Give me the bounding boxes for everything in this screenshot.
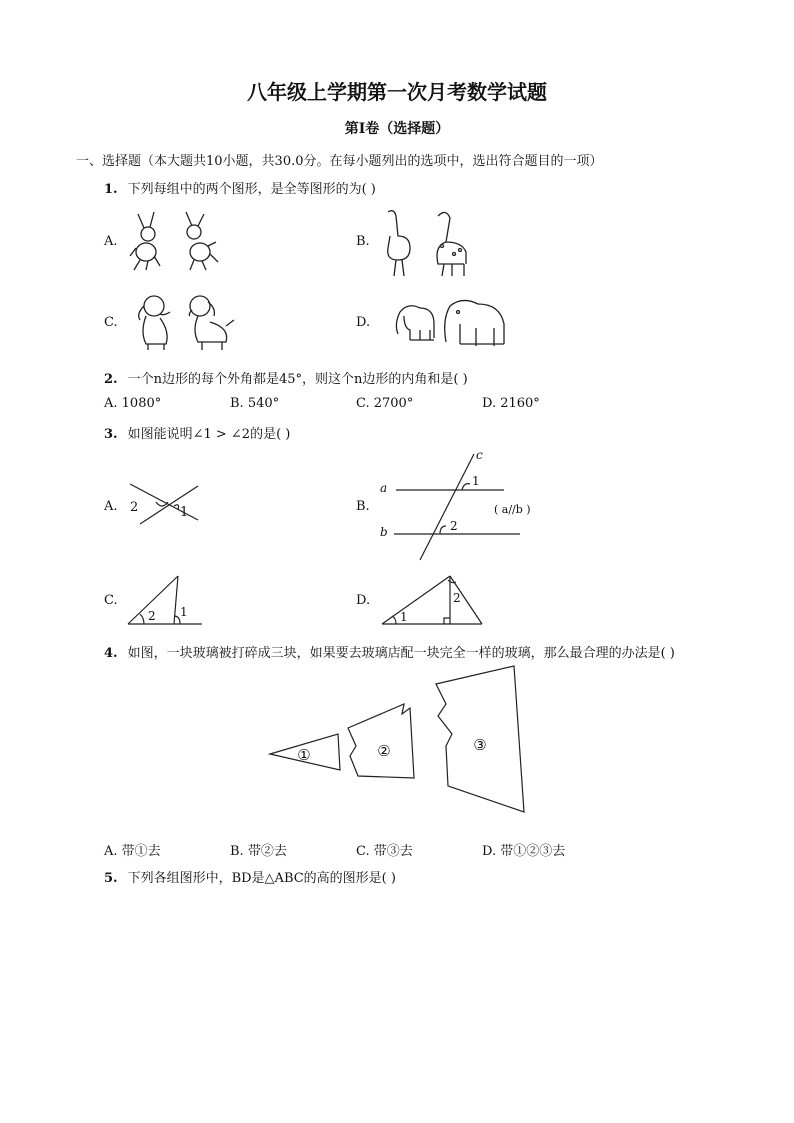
question-number: 4. — [104, 646, 118, 661]
question-2 — [104, 368, 468, 387]
question-text: 下列各组图形中，BD是△ABC的高的图形是( ) — [127, 871, 396, 886]
question-text: 如图，一块玻璃被打碎成三块，如果要去玻璃店配一块完全一样的玻璃，那么最合理的办法是( ) — [127, 646, 675, 661]
q2-option-d: D. 2160° — [482, 396, 540, 411]
parallel-lines-figure — [374, 448, 554, 564]
q2-option-b: B. 540° — [230, 396, 280, 411]
question-3 — [104, 423, 290, 442]
parallel-note: ( a//b ) — [494, 503, 531, 516]
q4-option-c: C. 带③去 — [356, 844, 413, 859]
angle-1-label: 1 — [180, 505, 189, 520]
angle-2-label: 2 — [450, 519, 458, 533]
question-number: 3. — [104, 427, 118, 442]
question-4 — [104, 642, 675, 661]
piece-3-label: ③ — [473, 736, 487, 754]
triangle-d-figure — [378, 572, 486, 628]
broken-glass-figure — [266, 666, 536, 816]
piece-2-label: ② — [377, 742, 391, 760]
q1-option-a-label: A. — [104, 234, 118, 249]
q4-option-a: A. 带①去 — [104, 844, 161, 859]
angle-2-label: 2 — [148, 609, 156, 623]
question-text: 一个n边形的每个外角都是45°，则这个n边形的内角和是( ) — [127, 372, 468, 387]
q3-option-d-label: D. — [356, 593, 371, 608]
triangle-c-figure — [124, 572, 206, 628]
q3-option-b-label: B. — [356, 499, 370, 514]
q3-option-a-label: A. — [104, 499, 118, 514]
q1-option-b-label: B. — [356, 234, 370, 249]
q1-option-c-label: C. — [104, 315, 118, 330]
ostrich-giraffe-picture — [380, 206, 480, 278]
q2-option-c: C. 2700° — [356, 396, 414, 411]
line-a-label: a — [380, 481, 388, 495]
q4-option-b: B. 带②去 — [230, 844, 287, 859]
q4-option-d: D. 带①②③去 — [482, 844, 566, 859]
section-subtitle: 第Ⅰ卷（选择题） — [344, 121, 450, 137]
angle-1-label: 1 — [400, 610, 408, 624]
ants-picture — [126, 208, 226, 272]
q1-option-d-label: D. — [356, 315, 371, 330]
angle-2-label: 2 — [130, 500, 139, 515]
question-text: 下列每组中的两个图形，是全等图形的为( ) — [127, 182, 376, 197]
question-number: 2. — [104, 372, 118, 387]
piece-1-label: ① — [297, 746, 311, 764]
question-number: 1. — [104, 182, 118, 197]
page-title: 八年级上学期第一次月考数学试题 — [247, 80, 547, 104]
dogs-picture — [130, 292, 234, 350]
question-number: 5. — [104, 871, 118, 886]
elephants-picture — [390, 294, 508, 352]
question-5 — [104, 867, 396, 886]
angle-1-label: 1 — [180, 605, 188, 619]
angle-2-label: 2 — [453, 591, 461, 605]
q3-option-c-label: C. — [104, 593, 118, 608]
question-1 — [104, 178, 376, 197]
line-b-label: b — [380, 525, 388, 539]
question-text: 如图能说明∠1 > ∠2的是( ) — [127, 427, 291, 442]
line-c-label: c — [476, 448, 483, 462]
intersecting-lines-figure — [120, 480, 210, 530]
q2-option-a: A. 1080° — [104, 396, 162, 411]
angle-1-label: 1 — [472, 474, 480, 488]
section-heading: 一、选择题（本大题共10小题，共30.0分。在每小题列出的选项中，选出符合题目的一项） — [76, 154, 603, 169]
